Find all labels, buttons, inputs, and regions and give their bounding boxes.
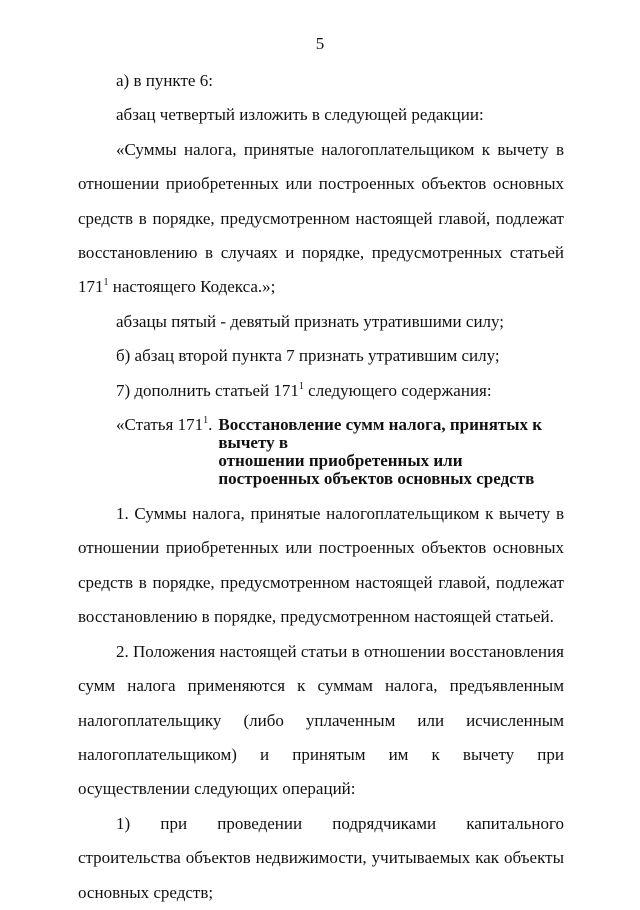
clause-1: 1. Суммы налога, принятые налогоплательщиком к вычету в отношении приобретенных или построенных объектов основных средств в порядке, предусмотренном настоящей главой, подлежат восстановлению в порядке, предусмотренном настоящей статьей. xyxy=(78,504,564,627)
quoted-new-wording xyxy=(78,133,564,305)
page-number: 5 xyxy=(315,34,325,53)
paragraph-abzacy-void: абзацы пятый - девятый признать утратившими силу; xyxy=(116,311,505,331)
article-title xyxy=(218,408,564,497)
article-lead xyxy=(116,408,212,497)
paragraph-item-a: а) в пункте 6: xyxy=(116,71,213,90)
article-lead-superscript: 1 xyxy=(203,415,209,427)
article-heading xyxy=(78,408,564,497)
article-lead-text: «Статья 171 xyxy=(116,415,204,435)
amend-text-end: следующего содержания: xyxy=(303,380,492,400)
article-title-rest: отношении приобретенных или построенных объектов основных средств xyxy=(218,451,535,489)
quote-superscript: 1 xyxy=(103,277,109,289)
article-lead-dot: . xyxy=(208,415,213,435)
article-title-first-line: Восстановление сумм налога, принятых к вычету в xyxy=(218,415,543,453)
paragraph-item-7 xyxy=(78,374,564,408)
amend-text: 7) дополнить статьей 171 xyxy=(116,380,299,400)
clause-2: 2. Положения настоящей статьи в отношении восстановления сумм налога применяются к суммам налога, предъявленным налогоплательщику (либо уплаченным или исчисленным налогоплательщиком) и принятым им к вычету при осуществлении следующих операций: xyxy=(78,641,564,799)
document-body xyxy=(78,64,564,910)
quote-text: «Суммы налога, принятые налогоплательщиком к вычету в отношении приобретенных или построенных объектов основных средств в порядке, предусмотренном настоящей главой, подлежат восстановлению в случаях и порядке, предусмотренных статьей 171 xyxy=(78,139,564,297)
quote-text-end: настоящего Кодекса.»; xyxy=(108,277,276,297)
amend-superscript: 1 xyxy=(298,380,304,392)
paragraph-abzac-4: абзац четвертый изложить в следующей редакции: xyxy=(116,105,484,125)
clause-2-item-1: 1) при проведении подрядчиками капитального строительства объектов недвижимости, учитываемых как объекты основных средств; xyxy=(78,813,564,902)
paragraph-item-b: б) абзац второй пункта 7 признать утратившим силу; xyxy=(116,346,500,366)
